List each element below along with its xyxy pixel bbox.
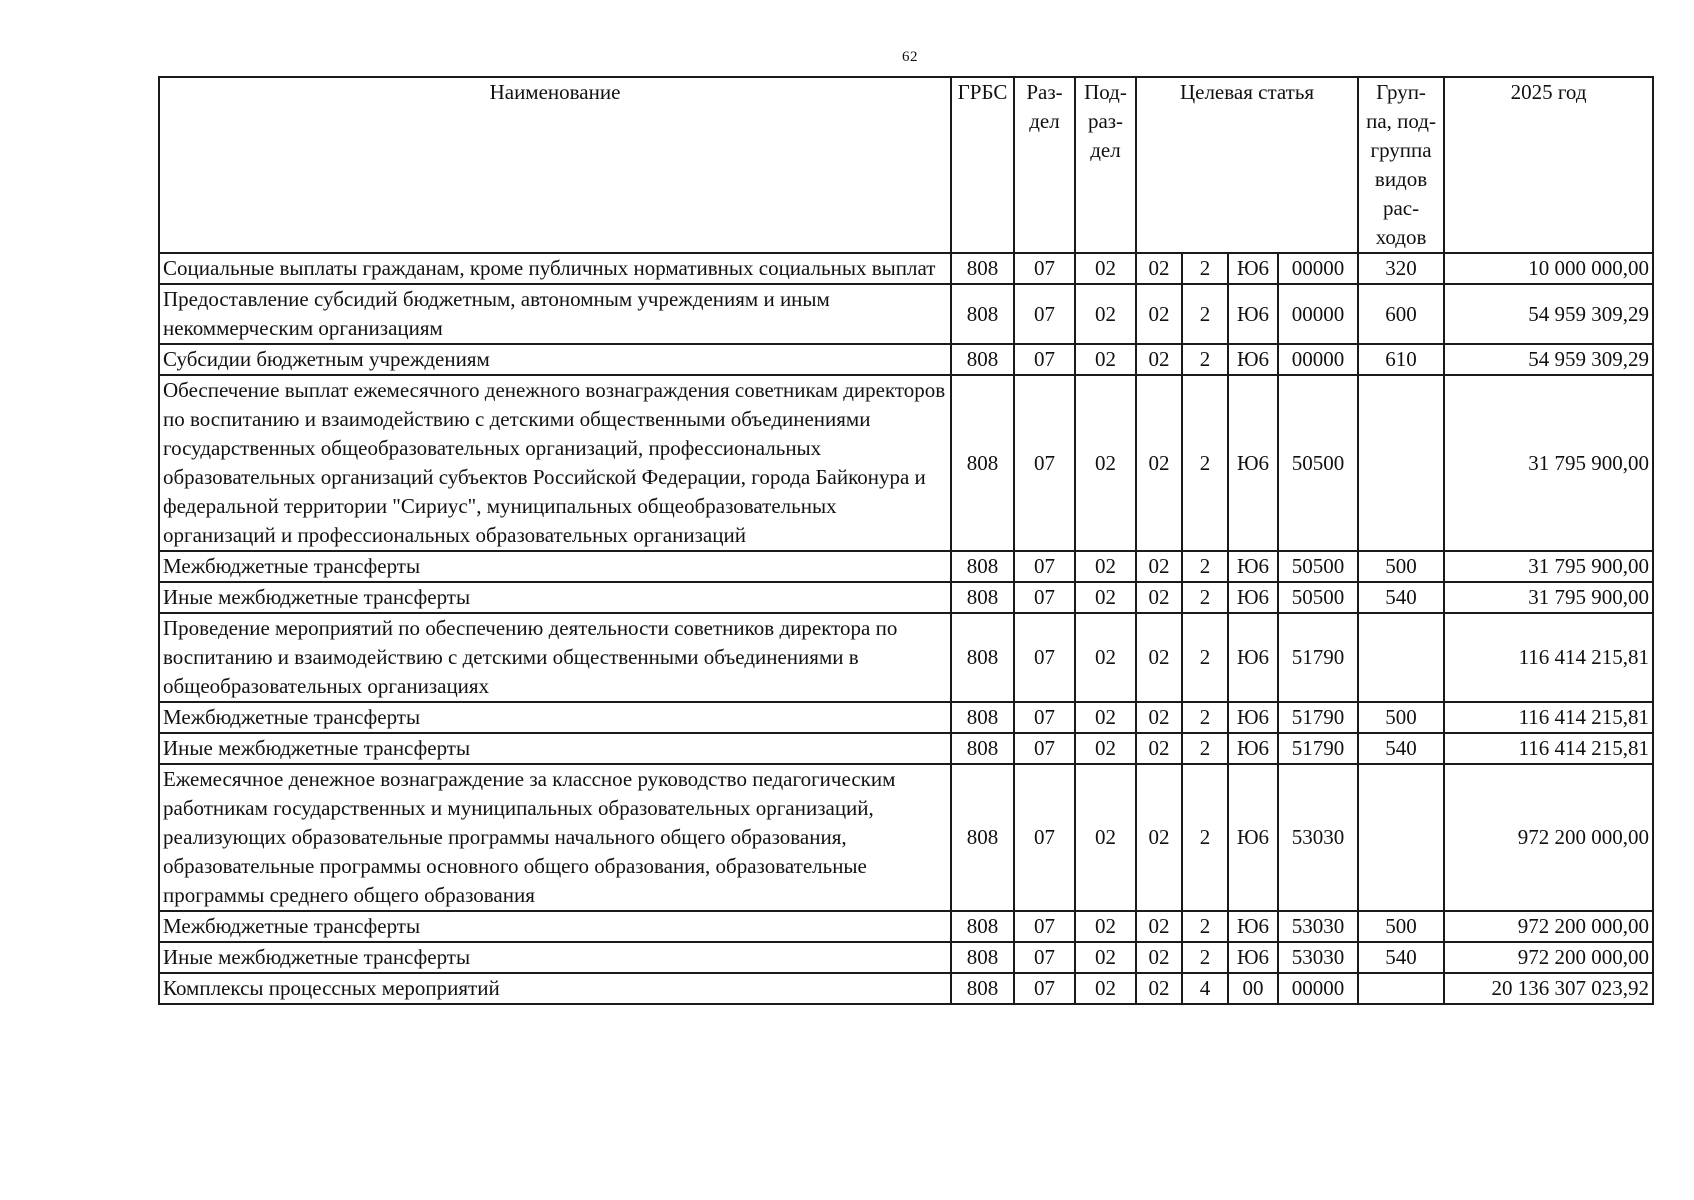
row-amount: 116 414 215,81 xyxy=(1444,702,1653,733)
row-razdel: 07 xyxy=(1014,253,1075,284)
row-expense-type: 610 xyxy=(1358,344,1444,375)
row-podrazdel: 02 xyxy=(1075,375,1136,551)
row-amount: 31 795 900,00 xyxy=(1444,582,1653,613)
row-razdel: 07 xyxy=(1014,551,1075,582)
table-row xyxy=(159,973,1653,1004)
row-amount: 116 414 215,81 xyxy=(1444,613,1653,702)
row-expense-type xyxy=(1358,973,1444,1004)
row-target-type: 4 xyxy=(1182,973,1228,1004)
row-amount: 116 414 215,81 xyxy=(1444,733,1653,764)
row-amount: 31 795 900,00 xyxy=(1444,551,1653,582)
row-target-direction: 53030 xyxy=(1278,911,1358,942)
row-target-direction: 50500 xyxy=(1278,551,1358,582)
table-body xyxy=(159,253,1653,1004)
row-amount: 972 200 000,00 xyxy=(1444,942,1653,973)
row-podrazdel: 02 xyxy=(1075,911,1136,942)
row-amount: 972 200 000,00 xyxy=(1444,764,1653,911)
row-target-program: 02 xyxy=(1136,253,1182,284)
row-target-direction: 00000 xyxy=(1278,973,1358,1004)
row-target-type: 2 xyxy=(1182,284,1228,344)
row-name: Проведение мероприятий по обеспечению деятельности советников директора по воспитанию и взаимодействию с детскими общественными объединениями в общеобразовательных организациях xyxy=(159,613,951,702)
row-target-direction: 51790 xyxy=(1278,613,1358,702)
header-podrazdel: Под- раз- дел xyxy=(1075,77,1136,253)
row-grbs: 808 xyxy=(951,911,1014,942)
row-target-program: 02 xyxy=(1136,582,1182,613)
row-target-project: Ю6 xyxy=(1228,284,1278,344)
row-target-project: Ю6 xyxy=(1228,253,1278,284)
row-grbs: 808 xyxy=(951,253,1014,284)
row-target-type: 2 xyxy=(1182,551,1228,582)
row-grbs: 808 xyxy=(951,284,1014,344)
row-razdel: 07 xyxy=(1014,582,1075,613)
row-grbs: 808 xyxy=(951,973,1014,1004)
row-razdel: 07 xyxy=(1014,375,1075,551)
row-grbs: 808 xyxy=(951,375,1014,551)
header-row xyxy=(159,77,1653,253)
row-name: Обеспечение выплат ежемесячного денежного вознаграждения советникам директоров по воспитанию и взаимодействию с детскими общественными объединениями государственных общеобразовательных организаций, профессиональных образовательных организаций субъектов Российской Федерации, города Байконура и федеральной территории "Сириус", муниципальных общеобразовательных организаций и профессиональных образовательных организаций xyxy=(159,375,951,551)
row-name: Межбюджетные трансферты xyxy=(159,702,951,733)
row-target-direction: 00000 xyxy=(1278,284,1358,344)
row-target-project: Ю6 xyxy=(1228,344,1278,375)
row-target-direction: 51790 xyxy=(1278,733,1358,764)
row-target-project: 00 xyxy=(1228,973,1278,1004)
header-expense-group: Груп- па, под- группа видов рас- ходов xyxy=(1358,77,1444,253)
table-row xyxy=(159,284,1653,344)
row-podrazdel: 02 xyxy=(1075,733,1136,764)
row-target-type: 2 xyxy=(1182,344,1228,375)
row-grbs: 808 xyxy=(951,344,1014,375)
row-target-project: Ю6 xyxy=(1228,942,1278,973)
row-podrazdel: 02 xyxy=(1075,253,1136,284)
row-podrazdel: 02 xyxy=(1075,344,1136,375)
row-target-program: 02 xyxy=(1136,375,1182,551)
row-target-project: Ю6 xyxy=(1228,375,1278,551)
row-grbs: 808 xyxy=(951,702,1014,733)
row-podrazdel: 02 xyxy=(1075,613,1136,702)
row-target-project: Ю6 xyxy=(1228,582,1278,613)
table-row xyxy=(159,911,1653,942)
row-grbs: 808 xyxy=(951,764,1014,911)
row-target-program: 02 xyxy=(1136,942,1182,973)
page-number: 62 xyxy=(902,49,918,65)
row-target-direction: 50500 xyxy=(1278,375,1358,551)
table-row xyxy=(159,613,1653,702)
header-razdel: Раз- дел xyxy=(1014,77,1075,253)
row-target-project: Ю6 xyxy=(1228,733,1278,764)
row-name: Межбюджетные трансферты xyxy=(159,911,951,942)
row-razdel: 07 xyxy=(1014,284,1075,344)
row-amount: 972 200 000,00 xyxy=(1444,911,1653,942)
row-expense-type xyxy=(1358,613,1444,702)
row-podrazdel: 02 xyxy=(1075,764,1136,911)
row-podrazdel: 02 xyxy=(1075,582,1136,613)
budget-table xyxy=(158,76,1654,1005)
row-amount: 31 795 900,00 xyxy=(1444,375,1653,551)
row-target-program: 02 xyxy=(1136,613,1182,702)
table-row xyxy=(159,702,1653,733)
row-expense-type xyxy=(1358,375,1444,551)
row-target-type: 2 xyxy=(1182,253,1228,284)
table-row xyxy=(159,344,1653,375)
row-amount: 10 000 000,00 xyxy=(1444,253,1653,284)
row-target-direction: 00000 xyxy=(1278,344,1358,375)
row-target-project: Ю6 xyxy=(1228,702,1278,733)
row-target-project: Ю6 xyxy=(1228,613,1278,702)
table-row xyxy=(159,253,1653,284)
row-expense-type: 500 xyxy=(1358,551,1444,582)
row-name: Иные межбюджетные трансферты xyxy=(159,582,951,613)
row-target-direction: 00000 xyxy=(1278,253,1358,284)
row-target-type: 2 xyxy=(1182,942,1228,973)
row-razdel: 07 xyxy=(1014,613,1075,702)
row-name: Комплексы процессных мероприятий xyxy=(159,973,951,1004)
row-target-program: 02 xyxy=(1136,911,1182,942)
row-target-direction: 53030 xyxy=(1278,942,1358,973)
row-expense-type: 320 xyxy=(1358,253,1444,284)
row-expense-type: 540 xyxy=(1358,942,1444,973)
row-target-type: 2 xyxy=(1182,764,1228,911)
row-target-type: 2 xyxy=(1182,582,1228,613)
row-name: Субсидии бюджетным учреждениям xyxy=(159,344,951,375)
row-expense-type: 500 xyxy=(1358,911,1444,942)
table-row xyxy=(159,733,1653,764)
table-row xyxy=(159,582,1653,613)
row-target-direction: 50500 xyxy=(1278,582,1358,613)
row-target-program: 02 xyxy=(1136,764,1182,911)
row-razdel: 07 xyxy=(1014,702,1075,733)
row-razdel: 07 xyxy=(1014,973,1075,1004)
row-target-direction: 53030 xyxy=(1278,764,1358,911)
row-target-program: 02 xyxy=(1136,702,1182,733)
row-grbs: 808 xyxy=(951,942,1014,973)
row-grbs: 808 xyxy=(951,551,1014,582)
row-grbs: 808 xyxy=(951,613,1014,702)
row-amount: 54 959 309,29 xyxy=(1444,344,1653,375)
row-podrazdel: 02 xyxy=(1075,942,1136,973)
row-podrazdel: 02 xyxy=(1075,702,1136,733)
table-row xyxy=(159,942,1653,973)
row-expense-type: 600 xyxy=(1358,284,1444,344)
header-year-2025: 2025 год xyxy=(1444,77,1653,253)
row-target-program: 02 xyxy=(1136,733,1182,764)
row-expense-type xyxy=(1358,764,1444,911)
table-row xyxy=(159,551,1653,582)
row-target-program: 02 xyxy=(1136,344,1182,375)
row-expense-type: 540 xyxy=(1358,733,1444,764)
row-name: Ежемесячное денежное вознаграждение за классное руководство педагогическим работникам государственных и муниципальных образовательных организаций, реализующих образовательные программы начального общего образования, образовательные программы основного общего образования, образовательные программы среднего общего образования xyxy=(159,764,951,911)
row-razdel: 07 xyxy=(1014,764,1075,911)
row-expense-type: 540 xyxy=(1358,582,1444,613)
row-razdel: 07 xyxy=(1014,911,1075,942)
header-name: Наименование xyxy=(159,77,951,253)
row-podrazdel: 02 xyxy=(1075,284,1136,344)
row-target-program: 02 xyxy=(1136,973,1182,1004)
table-row xyxy=(159,764,1653,911)
row-grbs: 808 xyxy=(951,733,1014,764)
row-name: Иные межбюджетные трансферты xyxy=(159,733,951,764)
table-row xyxy=(159,375,1653,551)
row-amount: 20 136 307 023,92 xyxy=(1444,973,1653,1004)
row-target-type: 2 xyxy=(1182,375,1228,551)
row-expense-type: 500 xyxy=(1358,702,1444,733)
row-name: Социальные выплаты гражданам, кроме публичных нормативных социальных выплат xyxy=(159,253,951,284)
row-razdel: 07 xyxy=(1014,942,1075,973)
row-target-type: 2 xyxy=(1182,613,1228,702)
row-target-program: 02 xyxy=(1136,284,1182,344)
row-razdel: 07 xyxy=(1014,733,1075,764)
row-target-direction: 51790 xyxy=(1278,702,1358,733)
row-target-program: 02 xyxy=(1136,551,1182,582)
row-grbs: 808 xyxy=(951,582,1014,613)
row-name: Предоставление субсидий бюджетным, автономным учреждениям и иным некоммерческим организациям xyxy=(159,284,951,344)
row-podrazdel: 02 xyxy=(1075,551,1136,582)
header-grbs: ГРБС xyxy=(951,77,1014,253)
row-name: Межбюджетные трансферты xyxy=(159,551,951,582)
row-name: Иные межбюджетные трансферты xyxy=(159,942,951,973)
row-target-project: Ю6 xyxy=(1228,764,1278,911)
row-target-project: Ю6 xyxy=(1228,911,1278,942)
header-target-article: Целевая статья xyxy=(1136,77,1358,253)
row-target-type: 2 xyxy=(1182,702,1228,733)
row-target-type: 2 xyxy=(1182,733,1228,764)
row-razdel: 07 xyxy=(1014,344,1075,375)
row-target-project: Ю6 xyxy=(1228,551,1278,582)
row-target-type: 2 xyxy=(1182,911,1228,942)
row-amount: 54 959 309,29 xyxy=(1444,284,1653,344)
row-podrazdel: 02 xyxy=(1075,973,1136,1004)
